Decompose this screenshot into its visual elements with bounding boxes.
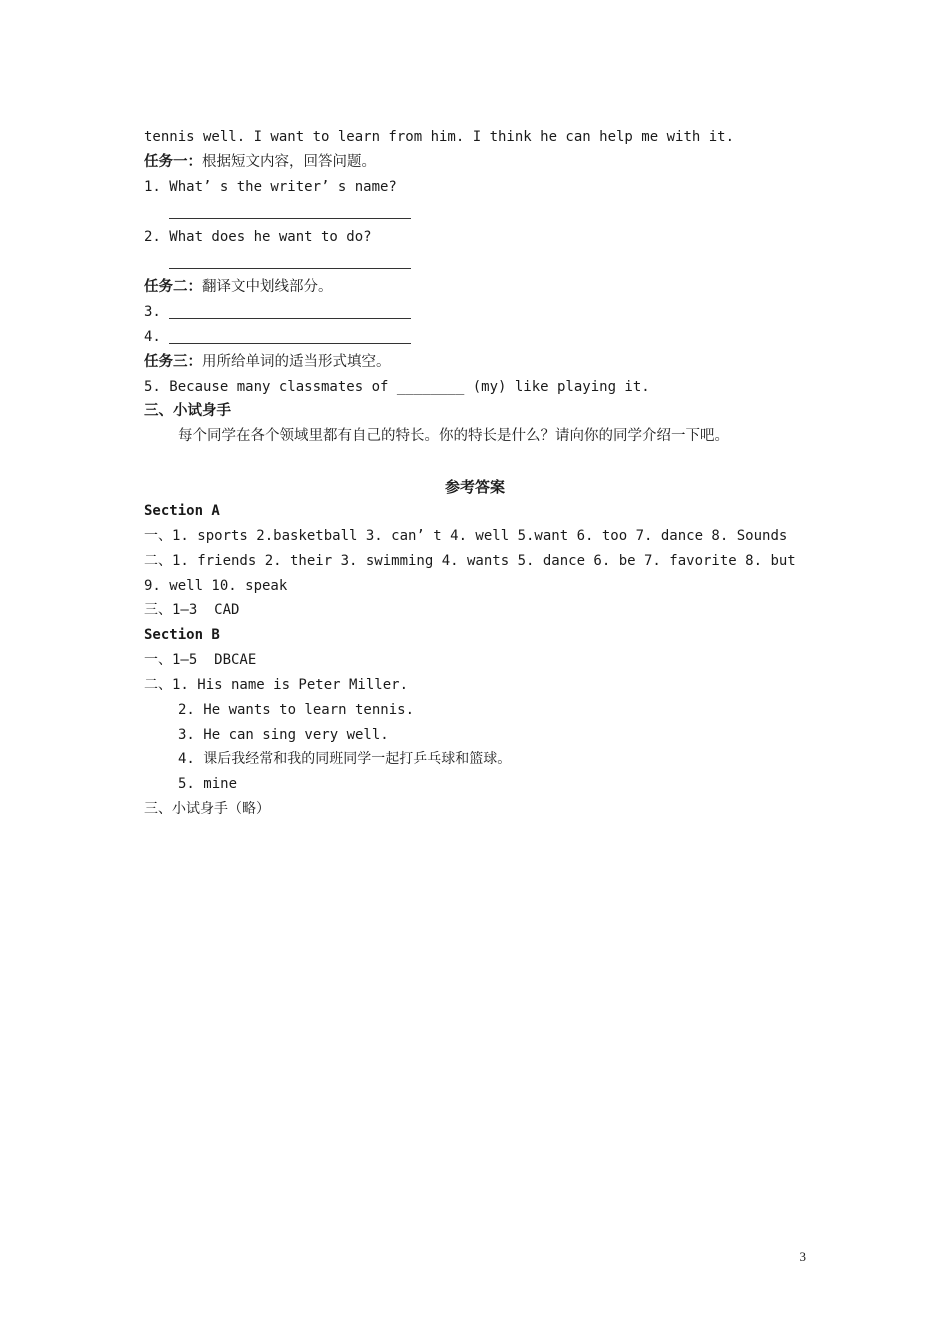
section-b-heading: Section B bbox=[144, 627, 220, 643]
task2-instruction bbox=[144, 277, 333, 297]
passage-end-text: tennis well. I want to learn from him. I think he can help me with it. bbox=[144, 129, 735, 145]
section-b-line-1: 一、1—5 DBCAE bbox=[144, 652, 257, 668]
answer-blank-3[interactable] bbox=[169, 318, 411, 319]
task3-instruction bbox=[144, 352, 391, 372]
section-b-line-7: 三、小试身手（略） bbox=[144, 801, 270, 817]
page-number: 3 bbox=[799, 1249, 806, 1264]
question-2: 2. What does he want to do? bbox=[144, 229, 372, 245]
section-a-heading: Section A bbox=[144, 503, 220, 519]
task2-label: 任务二： bbox=[144, 278, 202, 295]
answer-blank-2[interactable] bbox=[169, 268, 411, 269]
question-3-number: 3. bbox=[144, 304, 161, 320]
section-b-line-3: 2. He wants to learn tennis. bbox=[178, 702, 415, 718]
section-b-line-5: 4. 课后我经常和我的同班同学一起打乒乓球和篮球。 bbox=[178, 751, 512, 767]
section-a-line-3: 9. well 10. speak bbox=[144, 578, 288, 594]
task1-label: 任务一： bbox=[144, 153, 202, 170]
section-b-line-4: 3. He can sing very well. bbox=[178, 727, 389, 743]
answer-blank-4[interactable] bbox=[169, 343, 411, 344]
task2-text: 翻译文中划线部分。 bbox=[202, 279, 333, 295]
answer-key-title: 参考答案 bbox=[444, 478, 505, 496]
section3-prompt: 每个同学在各个领域里都有自己的特长。你的特长是什么？请向你的同学介绍一下吧。 bbox=[178, 428, 729, 444]
section-a-line-2: 二、1. friends 2. their 3. swimming 4. wants 5. dance 6. be 7. favorite 8. but bbox=[144, 553, 796, 569]
section-b-line-2: 二、1. His name is Peter Miller. bbox=[144, 677, 409, 693]
section-a-line-4: 三、1—3 CAD bbox=[144, 602, 240, 618]
question-4-number: 4. bbox=[144, 329, 161, 345]
section-a-line-1: 一、1. sports 2.basketball 3. can’ t 4. well 5.want 6. too 7. dance 8. Sounds bbox=[144, 528, 788, 544]
task1-text: 根据短文内容，回答问题。 bbox=[202, 154, 376, 170]
section-b-line-6: 5. mine bbox=[178, 776, 238, 792]
section3-heading: 三、小试身手 bbox=[144, 402, 231, 419]
question-5: 5. Because many classmates of ________ (my) like playing it. bbox=[144, 379, 650, 395]
task3-label: 任务三： bbox=[144, 353, 202, 370]
answer-blank-1[interactable] bbox=[169, 218, 411, 219]
task3-text: 用所给单词的适当形式填空。 bbox=[202, 354, 391, 370]
question-1: 1. What’ s the writer’ s name? bbox=[144, 179, 397, 195]
task1-instruction bbox=[144, 152, 376, 172]
